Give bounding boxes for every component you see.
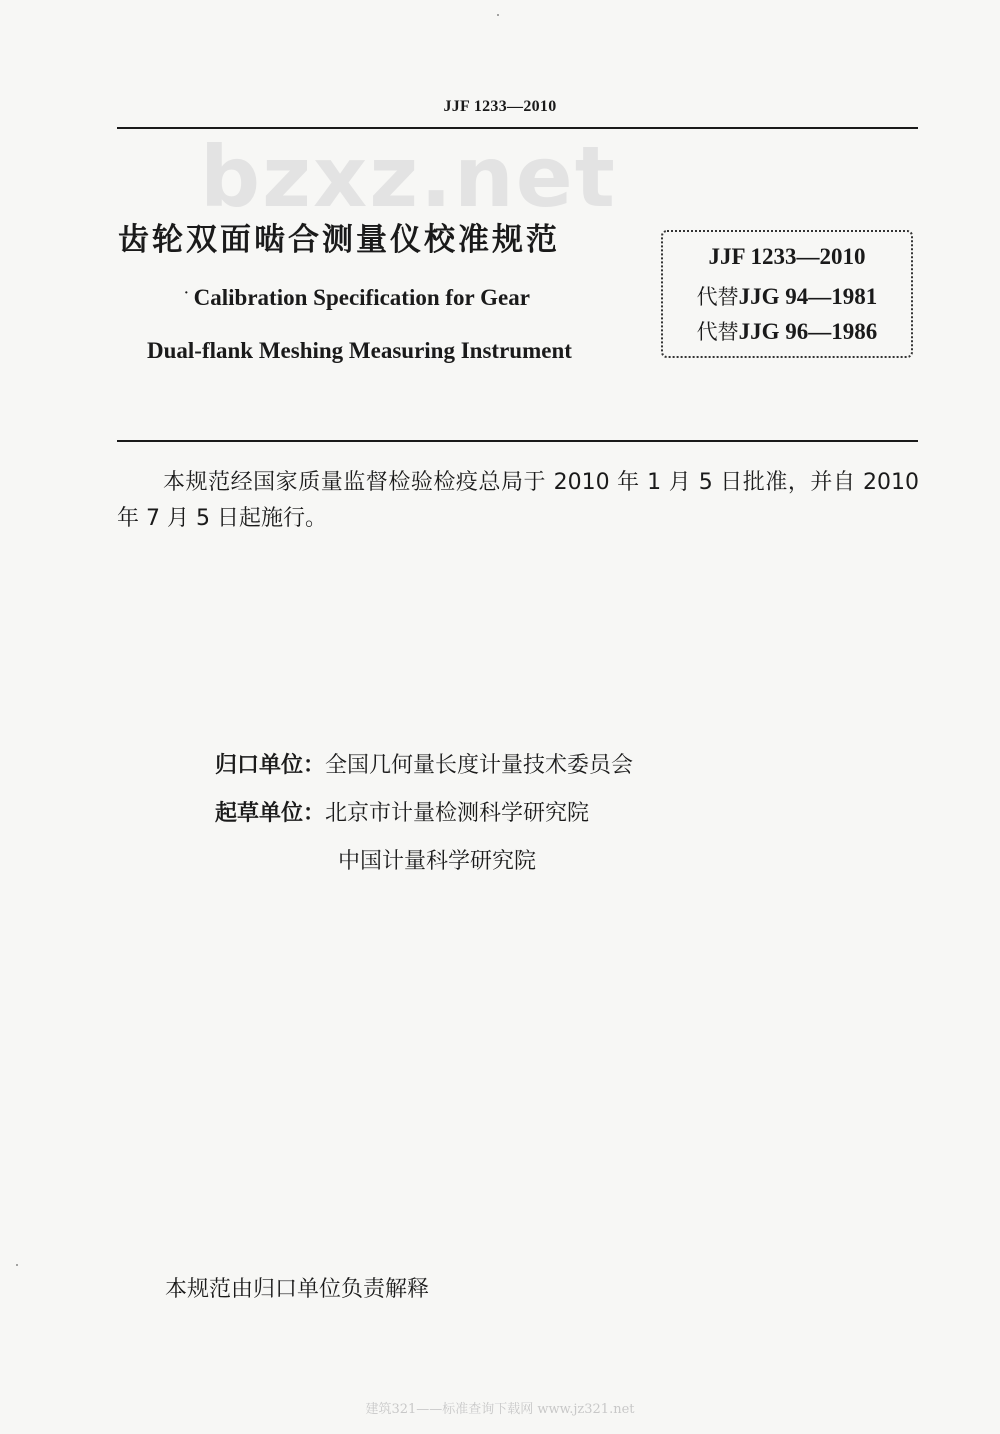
code-box [661, 230, 913, 358]
code-box-replaces-2: 代替JJG 96—1986 [696, 319, 878, 344]
responsible-unit-value: 全国几何量长度计量技术委员会 [325, 753, 634, 778]
title-chinese: 齿轮双面啮合测量仪校准规范 [118, 222, 560, 258]
responsible-unit-label: 归口单位： [215, 753, 326, 778]
approval-paragraph: 本规范经国家质量监督检验检疫总局于 2010 年 1 月 5 日批准，并自 2010 年 7 月 5 日起施行。 [117, 470, 919, 531]
code-box-code: JJF 1233—2010 [708, 244, 866, 269]
drafting-unit-value-2: 中国计量科学研究院 [338, 849, 537, 874]
title-english-line2: Dual-flank Meshing Measuring Instrument [147, 338, 572, 363]
responsible-unit-row [215, 748, 633, 779]
header-standard-code: JJF 1233—2010 [443, 98, 557, 115]
drafting-unit-label: 起草单位： [215, 801, 326, 826]
middle-rule [117, 440, 918, 442]
bottom-watermark: 建筑321——标准查询下载网 www.jz321.net [365, 1402, 635, 1417]
title-bullet-dot: · [184, 286, 189, 301]
interpretation-note: 本规范由归口单位负责解释 [165, 1277, 430, 1302]
code-box-replaces-1: 代替JJG 94—1981 [696, 284, 878, 309]
scan-speck [497, 14, 499, 16]
drafting-unit-value-1: 北京市计量检测科学研究院 [325, 801, 590, 826]
title-english-line1: · Calibration Specification for Gear [184, 285, 530, 310]
site-watermark: bzxz.net [200, 128, 617, 226]
scan-speck [16, 1264, 18, 1266]
drafting-unit-row [215, 796, 589, 827]
